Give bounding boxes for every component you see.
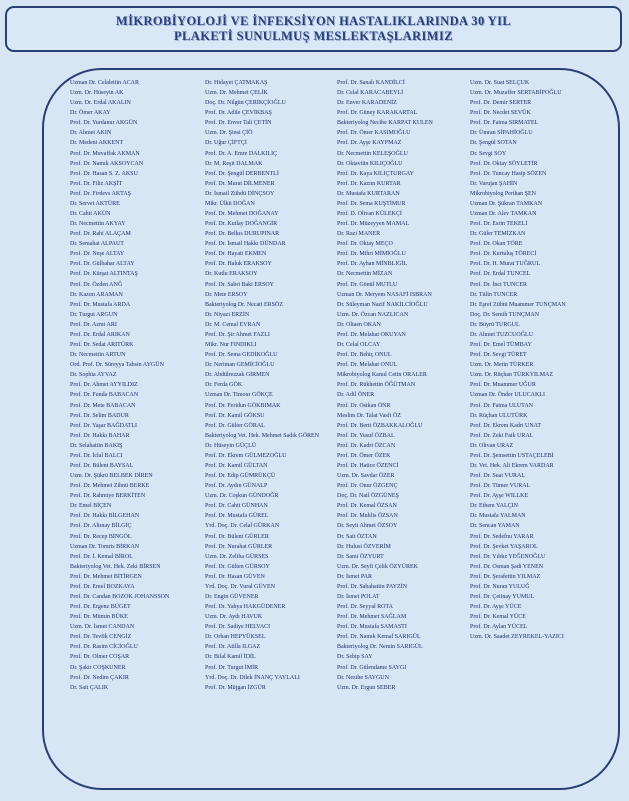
colleague-name: Dr. M. Reşit DALMAK: [205, 160, 263, 167]
colleague-name: Bakteriyolog Vet. Hek. Mehmet Sadık GÖREN: [205, 432, 320, 439]
colleague-name: Dr. Sami ÖZYURT: [337, 553, 384, 560]
colleague-name: Prof. Dr. Yahya HAKGÜDENER: [205, 604, 286, 611]
colleague-name: Prof. Dr. Aylan YÜCEL: [470, 624, 528, 631]
colleague-name: Dr. M. Cemal EVRAN: [205, 321, 261, 328]
colleague-name: Prof. Dr. Güney KARAKARTAL: [337, 110, 418, 117]
colleague-name: Prof. Dr. Sadiye HELVACI: [205, 624, 271, 631]
colleague-name: Prof. Dr. Muammer UĞUR: [470, 382, 536, 389]
colleague-name: Prof. Dr. Şerafettin YILMAZ: [470, 573, 541, 580]
colleague-name: Prof. Dr. Oktay SÖYLETİR: [470, 160, 538, 167]
colleague-name: Prof. Dr. Suat VURAL: [470, 473, 526, 480]
colleague-name: Dr. Hüseyin GÜÇLÜ: [205, 442, 257, 449]
colleague-name: Prof. Dr. Rasim CİCİOĞLU: [70, 644, 138, 651]
colleague-name: Bakteriyolog Necibe KARPAT KULEN: [337, 120, 433, 127]
colleague-name: Dr. Eşref Zühtü Muammer TUNÇMAN: [470, 301, 566, 308]
colleague-name: Yrd. Doç. Dr. Dilek İNANÇ YAYLALI: [205, 674, 300, 681]
colleague-name: Prof. Dr. Hatice ÖZENCİ: [337, 462, 399, 469]
colleague-name: Prof. Dr. İ. Kemal BİROL: [70, 553, 133, 560]
colleague-name: Dr. Hulusi ÖZVERİM: [337, 543, 391, 550]
colleague-name: Prof. Dr. Kutlay DOĞANGİR: [205, 221, 278, 228]
colleague-name: Dr. Kazım ARAMAN: [70, 291, 123, 298]
colleague-name: Prof. Dr. Çetinay YUMUL: [470, 593, 535, 600]
colleague-name: Prof. Dr. Seyyal ROTA: [337, 604, 394, 611]
colleague-name: Prof. Dr. Filiz AKŞİT: [70, 180, 123, 187]
colleague-name: Prof. Dr. Ergenz BÜGET: [70, 604, 131, 611]
colleague-name: Dr. Necmettin ARTUN: [70, 352, 126, 359]
colleague-name: Prof. Dr. Firdevs AKTAŞ: [70, 190, 132, 197]
colleague-name: Prof. Dr. Ayşe YÜCE: [470, 604, 522, 611]
colleague-name: Prof. Dr. Gülbahar ALTAY: [70, 261, 135, 268]
colleague-name: Prof. Dr. Sema KUŞTİMUR: [337, 200, 406, 207]
colleague-name: Prof. Dr. Azmi ARI: [70, 321, 117, 328]
colleague-name: Dr. Oltaen OKAN: [337, 321, 381, 328]
colleague-name: Prof. Dr. Selim BADUR: [70, 412, 129, 419]
colleague-name: Dr. Neriman GEMİCİOĞLU: [205, 362, 275, 369]
colleague-name: Dr. Orhan HEPYÜKSEL: [205, 634, 266, 641]
colleague-name: Prof. Dr. Şengül DERBENTLİ: [205, 170, 279, 177]
colleague-name: Dr. Sait ÖZTAN: [337, 533, 377, 540]
colleague-name: Prof. Dr. Muhlis ÖZSAN: [337, 513, 398, 520]
colleague-name: Dr. Necmettin KELEŞOĞLU: [337, 150, 408, 157]
colleague-name: Prof. Dr. Tümer VURAL: [470, 483, 531, 490]
colleague-name: Prof. Dr. Olmer COŞAR: [70, 654, 130, 661]
colleague-name: Bakteriyolog Vet. Hek. Zeki BİRSEN: [70, 563, 161, 570]
colleague-name: Dr. Oltvan URAZ: [470, 442, 514, 449]
colleague-name: Mikr. Nur FINDIKLI: [205, 342, 257, 349]
colleague-name: Dr. Tülin TUNCER: [470, 291, 518, 298]
colleague-name: Prof. Dr. Mustafa SAMASTI: [337, 624, 407, 631]
colleague-name: Prof. Dr. Fatma SIRMATEL: [470, 120, 539, 127]
colleague-name: Prof. Dr. Muvaffak AKMAN: [70, 150, 140, 157]
colleague-name: Prof. Dr. Sabri Baki ERSOY: [205, 281, 274, 288]
colleague-name: Uzm. Dr. Saadet ZEYREKEL-YAZICI: [470, 634, 564, 641]
colleague-name: Dr. Razi MANER: [337, 231, 381, 238]
colleague-name: Prof. Dr. Behiç ONUL: [337, 352, 392, 359]
colleague-name: Yrd. Doç. Dr. Celal GÜRKAN: [205, 523, 280, 530]
colleague-name: Prof. Dr. Emel TÜMBAY: [470, 342, 532, 349]
colleague-name: Prof. Dr. Kamil GÜLTAN: [205, 462, 268, 469]
colleague-name: Prof. Dr. Sevgi TÜRET: [470, 352, 527, 359]
colleague-name: Uzm. Dr. Metin TÜRKER: [470, 362, 534, 369]
colleague-name: Prof. Dr. Murat DİLMENER: [205, 180, 275, 187]
colleague-name: Dr. Mete ERSOY: [205, 291, 248, 298]
colleague-name: Prof. Dr. Onur ÖZGENÇ: [337, 483, 398, 490]
colleague-name: Prof. Dr. Ekrem GÜLMEZOĞLU: [205, 452, 287, 459]
colleague-name: Mikr. Ülkü DOĞAN: [205, 200, 255, 207]
colleague-name: Prof. Dr. Nuran YULUĞ: [470, 583, 530, 590]
colleague-name: Prof. Dr. Gülter GÖRAL: [205, 422, 265, 429]
colleague-name: Prof. Dr. İsmail Hakkı DÜNDAR: [205, 241, 286, 248]
colleague-name: Prof. Dr. Nurahat GÜRLER: [205, 543, 273, 550]
colleague-name: Dr. Sevgi SOY: [470, 150, 507, 157]
colleague-name: Prof. Dr. Tuncay Hasip SÖZEN: [470, 170, 547, 177]
colleague-name: Dr. Turgut ARGUN: [70, 311, 118, 318]
colleague-name: Dr. Adil ÖNER: [337, 392, 375, 399]
colleague-name: Prof. Dr. Hayati EKMEN: [205, 251, 267, 258]
colleague-name: Dr. Ahmet AKIN: [70, 130, 112, 137]
colleague-name: Dr. Necmettin AKYAY: [70, 221, 126, 228]
colleague-name: Uzman Dr. Önder ULUCAKLI: [470, 392, 545, 399]
title-line-1: MİKROBİYOLOJİ VE İNFEKSİYON HASTALIKLARINDA 30 YIL: [115, 14, 512, 28]
colleague-name: Dr. Medeni AKKENT: [70, 140, 124, 147]
colleague-name: Prof. Dr. Hasan S. Z. AKSU: [70, 170, 138, 177]
colleague-name: Prof. Dr. H. Murat TUĞRUL: [470, 261, 541, 268]
colleague-name: Prof. Dr. Yusuf ÖZBAL: [337, 432, 395, 439]
title-banner: [5, 6, 622, 52]
colleague-name: Prof. Dr. Haluk ERAKSOY: [205, 261, 272, 268]
colleague-name: Meslim Dr. Talat Vasfi ÖZ: [337, 412, 401, 419]
colleague-name: Prof. Dr. Kemal YÜCE: [470, 614, 526, 621]
colleague-name: Bakteriyolog Dr. Necati ERSÖZ: [205, 301, 283, 308]
colleague-name: Prof. Dr. Bülent BAYSAL: [70, 462, 134, 469]
colleague-name: Prof. Dr. Osman Şadi YENEN: [470, 563, 544, 570]
colleague-name: Prof. Dr. Kurtuluş TÖRECİ: [470, 251, 537, 258]
colleague-name: Prof. Dr. Feridun GÖKBIMAK: [205, 402, 281, 409]
colleague-name: Dr. Sophia AYVAZ: [70, 372, 117, 379]
colleague-name: Dr. İsmet PAR: [337, 573, 372, 580]
colleague-name: Prof. Dr. Özden ANĞ: [70, 281, 123, 288]
colleague-name: Prof. Dr. Emel BOZKAYA: [70, 583, 135, 590]
colleague-name: Uzm. Dr. Erdal AKALIN: [70, 100, 131, 107]
colleague-name: Uzman Dr. Şükran TAMKAN: [470, 200, 543, 207]
colleague-name: Doç. Dr. Semih TUNÇMAN: [470, 311, 540, 318]
colleague-name: Prof. Dr. Sabahattin PAYZİN: [337, 583, 408, 590]
colleague-name: Dr. Ferda GÖK: [205, 382, 243, 389]
colleague-name: Uzm. Dr. Suat SELÇUK: [470, 80, 530, 86]
colleague-name: Prof. Dr. Ostkan ÖNR: [337, 402, 391, 409]
colleague-name: Prof. Dr. Fatma ULUTAN: [470, 402, 534, 409]
colleague-name: Prof. Dr. Rükhettin ÖĞÜTMAN: [337, 382, 416, 389]
colleague-name: Prof. Dr. Namık Kemal SARIGÜL: [337, 634, 421, 641]
colleague-name: Dr. Bilal Kamil İDİL: [205, 654, 256, 661]
colleague-name: Uzman Dr. Timour GÖKÇE: [205, 392, 273, 399]
colleague-name: Uzm. Dr. Savdar ÖZER: [337, 473, 395, 480]
colleague-name: Prof. Dr. Nedim ÇAKIR: [70, 674, 129, 681]
colleague-name: Dr. Sencan YAMAN: [470, 523, 520, 530]
colleague-name: Prof. Dr. Funda BABACAN: [70, 392, 139, 399]
colleague-name: Prof. Dr. Mehmet Zihnü BERKE: [70, 483, 150, 490]
colleague-name: Doç. Dr. Nilgün ÇERİKÇİOĞLU: [205, 100, 286, 107]
colleague-name: Prof. Dr. Şir Ahmet FAZLI: [205, 331, 270, 338]
names-column-4: [470, 78, 566, 642]
colleague-name: Dr. Şakir COŞKUNER: [70, 664, 126, 671]
colleague-name: Dr. Süleyman Nazif NAKİLCİOĞLU: [337, 301, 428, 308]
colleague-name: Dr. Engin GÜVENER: [205, 593, 259, 600]
colleague-name: Prof. Dr. Mümin BÜKE: [70, 614, 128, 621]
colleague-name: Uzm. Dr. Aydı HAVUK: [205, 614, 263, 621]
colleague-name: Prof. Dr. Necdet SEVÜK: [470, 110, 531, 117]
colleague-name: Dr. Kutlu ERAKSOY: [205, 271, 258, 278]
colleague-name: Prof. Dr. Ayşe KAYPMAZ: [337, 140, 402, 147]
colleague-name: Prof. Dr. Sema GEDİKOĞLU: [205, 352, 278, 359]
colleague-name: Prof. Dr. İnci TUNCER: [470, 281, 528, 288]
names-column-1: [70, 78, 169, 693]
colleague-name: Prof. Dr. Gönül MUTLU: [337, 281, 398, 288]
colleague-name: Uzm. Dr. Coşkun GÜNDOĞR: [205, 493, 279, 500]
colleague-name: Prof. Dr. Yurdanur AKGÜN: [70, 120, 138, 127]
colleague-name: Prof. Dr. Rahi ALAÇAM: [70, 231, 131, 238]
colleague-name: Dr. Sebip SAY: [337, 654, 373, 661]
colleague-name: Prof. Dr. Kamil GÖKSU: [205, 412, 265, 419]
colleague-name: Prof. Dr. Neşe ALTAY: [70, 251, 125, 258]
colleague-name: Dr. Nezihe SAYGUN: [337, 674, 389, 681]
colleague-name: Prof. Dr. Belkıs DURUPINAR: [205, 231, 280, 238]
colleague-name: Prof. Dr. Mustafa ARDA: [70, 301, 131, 308]
colleague-name: Prof. Dr. İclal BALCI: [70, 452, 123, 459]
colleague-name: Dr. Cahit AKÜN: [70, 211, 111, 218]
colleague-name: Prof. Dr. Kaya KILIÇTURGAY: [337, 170, 414, 177]
colleague-name: Prof. Dr. Ekrem Kadri UNAT: [470, 422, 541, 429]
colleague-name: Prof. Dr. Ahmet AYYILDIZ: [70, 382, 138, 389]
colleague-name: Prof. Dr. Turgut İMİR: [205, 664, 259, 671]
colleague-name: Dr. Rüçhan ULUTÜRK: [470, 412, 528, 419]
colleague-name: Uzman Dr. Celalettin ACAR: [70, 80, 139, 86]
colleague-name: Dr. Emel BİÇEN: [70, 503, 112, 510]
colleague-name: Prof. Dr. Cahit GÜNHAN: [205, 503, 268, 510]
colleague-name: Prof. Dr. Ayhan MİNBLIGİL: [337, 261, 408, 268]
colleague-name: Prof. Dr. Kazım KURTAR: [337, 180, 401, 187]
colleague-name: Prof. Dr. Hasan GÜVEN: [205, 573, 265, 580]
colleague-name: Dr. Enver KARADENİZ: [337, 100, 397, 107]
colleague-name: Prof. Dr. Namık AKSOYCAN: [70, 160, 144, 167]
colleague-name: Prof. Dr. Esrin TEKELİ: [470, 221, 528, 228]
colleague-name: Dr. Celal KARACABEYLİ: [337, 90, 404, 97]
colleague-name: Prof. Dr. Atilla ILGAZ: [205, 644, 261, 651]
colleague-name: Prof. D. Oltvan KÜLEKÇİ: [337, 211, 402, 218]
colleague-name: Dr. Uğur ÇİFTÇİ: [205, 140, 247, 147]
colleague-name: Uzman Dr. Alev TAMKAN: [470, 211, 537, 218]
colleague-name: Uzm. Dr. Zeliha GÜRSES: [205, 553, 269, 560]
colleague-name: Dr. İsmet POLAT: [337, 593, 380, 600]
colleague-name: Prof. Dr. Hakkı BİLGEHAN: [70, 513, 140, 520]
colleague-name: Doç. Dr. Nail ÖZGÜNEŞ: [337, 493, 399, 500]
colleague-name: Prof. Dr. Mustafa GÜREL: [205, 513, 269, 520]
colleague-name: Uzm. Dr. Muzaffer SERTABİPOĞLU: [470, 90, 562, 97]
colleague-name: Prof. Dr. Ömer ÖZEK: [337, 452, 391, 459]
colleague-name: Dr. Oktaviün KILIÇOĞLU: [337, 160, 403, 167]
colleague-name: Prof. Dr. Melahat ONUL: [337, 362, 398, 369]
colleague-name: Dr. Varujan ŞAHİN: [470, 180, 518, 187]
colleague-name: Dr. Güler TEMİZKAN: [470, 231, 526, 238]
colleague-name: Prof. Dr. Sanalı KANDİLCİ: [337, 80, 405, 86]
colleague-name: Prof. Dr. Mete BABACAN: [70, 402, 136, 409]
colleague-name: Bakteriyolog Dr. Nemin SARIGÜL: [337, 644, 423, 651]
colleague-name: Uzm. Dr. Ergun SEBER: [337, 684, 396, 691]
colleague-name: Dr. İsmail Zühdü DİNÇSOY: [205, 190, 275, 197]
colleague-name: Prof. Dr. Şevket YAŞAROL: [470, 543, 538, 550]
colleague-name: Prof. Dr. Mehmet BİTİRGEN: [70, 573, 142, 580]
colleague-name: Prof. Dr. Yıldız YEĞENOĞLU: [470, 553, 546, 560]
colleague-name: Prof. Dr. Oktay MEÇO: [337, 241, 393, 248]
colleague-name: Yrd. Doç. Dr. Vural GÜVEN: [205, 583, 276, 590]
colleague-name: Dr. Şengül SOTAN: [470, 140, 517, 147]
colleague-name: Prof. Dr. Okan TÖRE: [470, 241, 523, 248]
colleague-name: Uzm. Dr. Mehmet ÇELİK: [205, 90, 268, 97]
colleague-name: Dr. Sait ÇALIK: [70, 684, 109, 691]
colleague-name: Dr. Ahmet TUZCUOĞLU: [470, 331, 534, 338]
colleague-name: Prof. Dr. Sedefnu YARAR: [470, 533, 534, 540]
colleague-name: Prof. Dr. Kemal ÖZSAN: [337, 503, 397, 510]
colleague-name: Prof. Dr. Aydın GÜNALP: [205, 483, 268, 490]
colleague-name: Prof. Dr. Enver Tali ÇETİN: [205, 120, 272, 127]
colleague-name: Uzm. Dr. Şinsi ÇİÖ: [205, 130, 253, 137]
colleague-name: Uzman Dr. Meryem NASAFİ ISBRAN: [337, 291, 432, 298]
colleague-name: Dr. Servet AKTÜRE: [70, 200, 120, 207]
colleague-name: Dr. Büyrü TURGUL: [470, 321, 520, 328]
colleague-name: Prof. Dr. Müzeyyen MAMAL: [337, 221, 410, 228]
colleague-name: Uzm. Dr. İsmet CANDAN: [70, 624, 135, 631]
colleague-name: Uzm. Dr. Özcan NAZLICAN: [337, 311, 409, 318]
colleague-name: Dr. Ömer AKAY: [70, 110, 111, 117]
colleague-name: Prof. Dr. Adile ÇEVİKBAŞ: [205, 110, 272, 117]
colleague-name: Dr. Celal OLCAY: [337, 342, 381, 349]
colleague-name: Prof. Dr. Gülten GÜRSOY: [205, 563, 270, 570]
colleague-name: Uzm. Dr. Hüseyin AK: [70, 90, 124, 97]
colleague-name: Prof. Dr. Kürşat ALTINTAŞ: [70, 271, 138, 278]
colleague-name: Prof. Dr. Edip GÜMRÜKÇÜ: [205, 473, 276, 480]
colleague-name: Uzm. Dr. Seyfi Çelik ÖZYÜREK: [337, 563, 418, 570]
colleague-name: Dr. Necmettin MİZAN: [337, 271, 393, 278]
colleague-name: Dr. Selahattin BAKIŞ: [70, 442, 123, 449]
colleague-name: Uzm. Dr. Şükrü BELBEK DİREN: [70, 473, 153, 480]
colleague-name: Prof. Dr. Müjgan İZGÜR: [205, 684, 266, 691]
colleague-name: Prof. Dr. Ayşe WILLKE: [470, 493, 529, 500]
colleague-name: Uzm. Dr. Rüçhan TÜRKYILMAZ: [470, 372, 554, 379]
colleague-name: Uzman Dr. Tomris BİRKAN: [70, 543, 140, 550]
colleague-name: Dr. Hidayet ÇATMAKAŞ: [205, 80, 268, 86]
colleague-name: Prof. Dr. Rahmiye BERKİTEN: [70, 493, 146, 500]
colleague-name: Prof. Dr. Ömer KASIMOĞLU: [337, 130, 411, 137]
colleague-name: Prof. Dr. Tevfik CENGİZ: [70, 634, 132, 641]
colleague-name: Dr. Vet. Hek. Ali Ekrem VARDAR: [470, 462, 554, 469]
colleague-name: Prof. Dr. Demir SERTER: [470, 100, 532, 107]
colleague-name: Prof. Dr. Gülendame SAYGI: [337, 664, 407, 671]
colleague-name: Prof. Dr. Candan BOZOK JOHANSSON: [70, 593, 170, 600]
colleague-name: Dr. Semahat ALPAUT: [70, 241, 124, 248]
colleague-name: Prof. Dr. Kadri ÖZCAN: [337, 442, 396, 449]
colleague-name: Prof. Dr. Şemsettin USTAÇELEBİ: [470, 452, 554, 459]
colleague-name: Dr. Niyazi ERZİN: [205, 311, 250, 318]
names-column-2: [205, 78, 319, 693]
colleague-name: Prof. Dr. Mehmet SAĞLAM: [337, 614, 407, 621]
colleague-name: Prof. Dr. Yaşar BAĞDATLI: [70, 422, 137, 429]
colleague-name: Dr. Seyit Ahmet ÖZSOY: [337, 523, 398, 530]
colleague-name: Dr. Ethem YALÇIN: [470, 503, 518, 510]
colleague-name: Prof. Dr. Mehmet DOĞANAY: [205, 211, 279, 218]
title-line-2: PLAKETİ SUNULMUŞ MESLEKTAŞLARIMIZ: [174, 29, 453, 43]
names-column-3: [337, 78, 433, 693]
colleague-name: Prof. Dr. Erdal TUNCEL: [470, 271, 531, 278]
colleague-name: Ord. Prof. Dr. Süreyya Tahsin AYGÜN: [70, 362, 164, 369]
colleague-name: Prof. Dr. Zeki Faik URAL: [470, 432, 534, 439]
colleague-name: Prof. Dr. Recep BİNGÖL: [70, 533, 132, 540]
colleague-name: Dr. Abdülrezzak GİRMEN: [205, 372, 270, 379]
colleague-name: Prof. Dr. A. Emre DALKILIÇ: [205, 150, 278, 157]
colleague-name: Dr. Mustafa YALMAN: [470, 513, 526, 520]
colleague-name: Prof. Dr. Sedat ARITÜRK: [70, 342, 134, 349]
colleague-name: Prof. Dr. Melahat OKUYAN: [337, 331, 406, 338]
colleague-name: Prof. Dr. Berti ÖZBAKKALOĞLU: [337, 422, 423, 429]
colleague-name: Dr. Ümran SİPAHİOĞLU: [470, 130, 533, 137]
colleague-name: Prof. Dr. Erdal ARIKAN: [70, 331, 130, 338]
colleague-name: Prof. Dr. Bülent GÜRLER: [205, 533, 269, 540]
colleague-name: Mikrobiyolog Perihan ŞEN: [470, 190, 536, 197]
colleague-name: Prof. Dr. Hakkı BAHAR: [70, 432, 130, 439]
colleague-name: Dr. Mustafa KURTARAN: [337, 190, 400, 197]
colleague-name: Mikrobiyolog Kamıl Cetin ORALER: [337, 372, 427, 379]
colleague-name: Prof. Dr. Altınay BİLGİÇ: [70, 523, 132, 530]
colleague-name: Prof. Dr. Mihri MİMİOĞLU: [337, 251, 406, 258]
